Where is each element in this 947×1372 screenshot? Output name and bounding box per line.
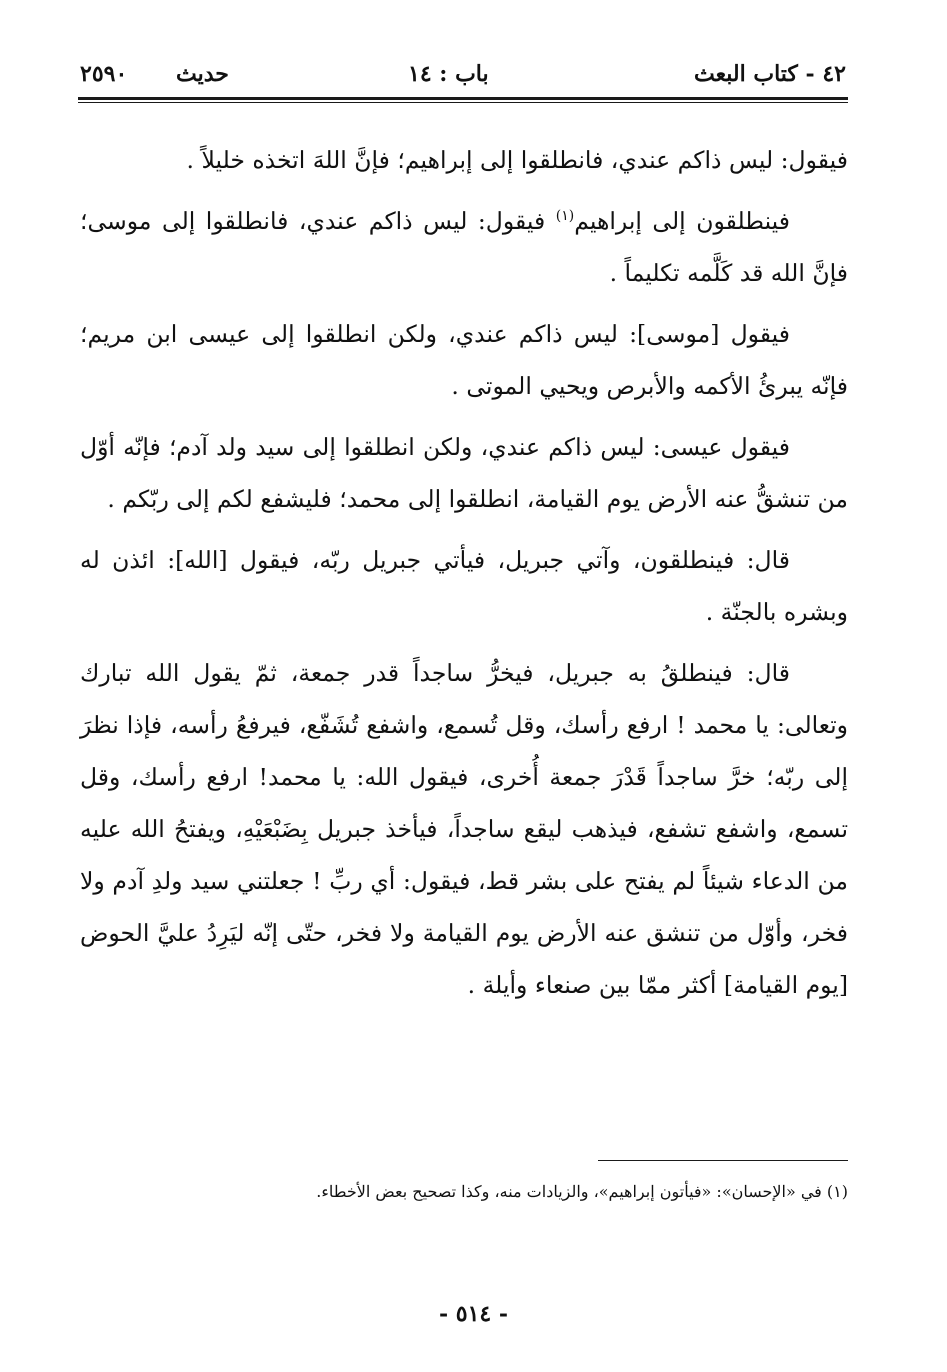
body-text xyxy=(80,134,848,1020)
hadith-label: حديث xyxy=(176,61,229,87)
footnote-reference[interactable]: (١) xyxy=(555,208,575,225)
book-title: ٤٢ - كتاب البعث xyxy=(694,61,846,87)
footnote-rule xyxy=(598,1160,848,1161)
header-rule-thin xyxy=(78,102,848,103)
paragraph-4: فيقول عيسى: ليس ذاكم عندي، ولكن انطلقوا إلى سيد ولد آدم؛ فإنّه أوّل من تنشقُّ عنه الأرض يوم القيامة، انطلقوا إلى محمد؛ فليشفع لكم إلى ربّكم . xyxy=(80,433,848,513)
hadith-number: ٢٥٩٠ xyxy=(80,61,128,87)
chapter-label: باب : ١٤ xyxy=(408,61,489,87)
paragraph-5: قال: فينطلقون، وآتي جبريل، فيأتي جبريل ربّه، فيقول [الله]: ائذن له وبشره بالجنّة . xyxy=(80,546,848,626)
paragraph-6: قال: فينطلقُ به جبريل، فيخرُّ ساجداً قدر جمعة، ثمّ يقول الله تبارك وتعالى: يا محمد ! ارفع رأسك، وقل تُسمع، واشفع تُشَفّع، فيرفعُ رأسه، فإذا نظرَ إلى ربّه؛ خرَّ ساجداً قَدْرَ جمعة أُخرى، فيقول الله: يا محمد! ارفع رأسك، وقل تسمع، واشفع تشفع، فيذهب ليقع ساجداً، فيأخذ جبريل بِضَبْعَيْهِ، ويفتحُ الله عليه من الدعاء شيئاً لم يفتح على بشر قط، فيقول: أي ربِّ ! جعلتني سيد ولدِ آدم ولا فخر، وأوّل من تنشق عنه الأرض يوم القيامة ولا فخر، حتّى إنّه ليَرِدُ عليَّ الحوض [يوم القيامة] أكثر ممّا بين صنعاء وأيلة . xyxy=(80,659,848,999)
paragraph-2 xyxy=(80,195,848,299)
running-header xyxy=(80,54,848,94)
page-number: - ٥١٤ - xyxy=(438,1301,509,1327)
footnote: (١) في «الإحسان»: «فيأتون إبراهيم»، والزيادات منه، وكذا تصحيح بعض الأخطاء. xyxy=(316,1182,848,1201)
paragraph-2-start: فينطلقون إلى إبراهيم xyxy=(574,207,790,235)
paragraph-1: فيقول: ليس ذاكم عندي، فانطلقوا إلى إبراهيم؛ فإنَّ اللهَ اتخذه خليلاً . xyxy=(186,146,848,174)
paragraph-3: فيقول [موسى]: ليس ذاكم عندي، ولكن انطلقوا إلى عيسى ابن مريم؛ فإنّه يبرئُ الأكمه والأبرص ويحيي الموتى . xyxy=(80,320,848,400)
header-rule-thick xyxy=(78,97,848,100)
paragraph-2-rest: فيقول: ليس ذاكم عندي، فانطلقوا إلى موسى؛ فإنَّ الله قد كَلَّمه تكليماً . xyxy=(80,207,848,287)
